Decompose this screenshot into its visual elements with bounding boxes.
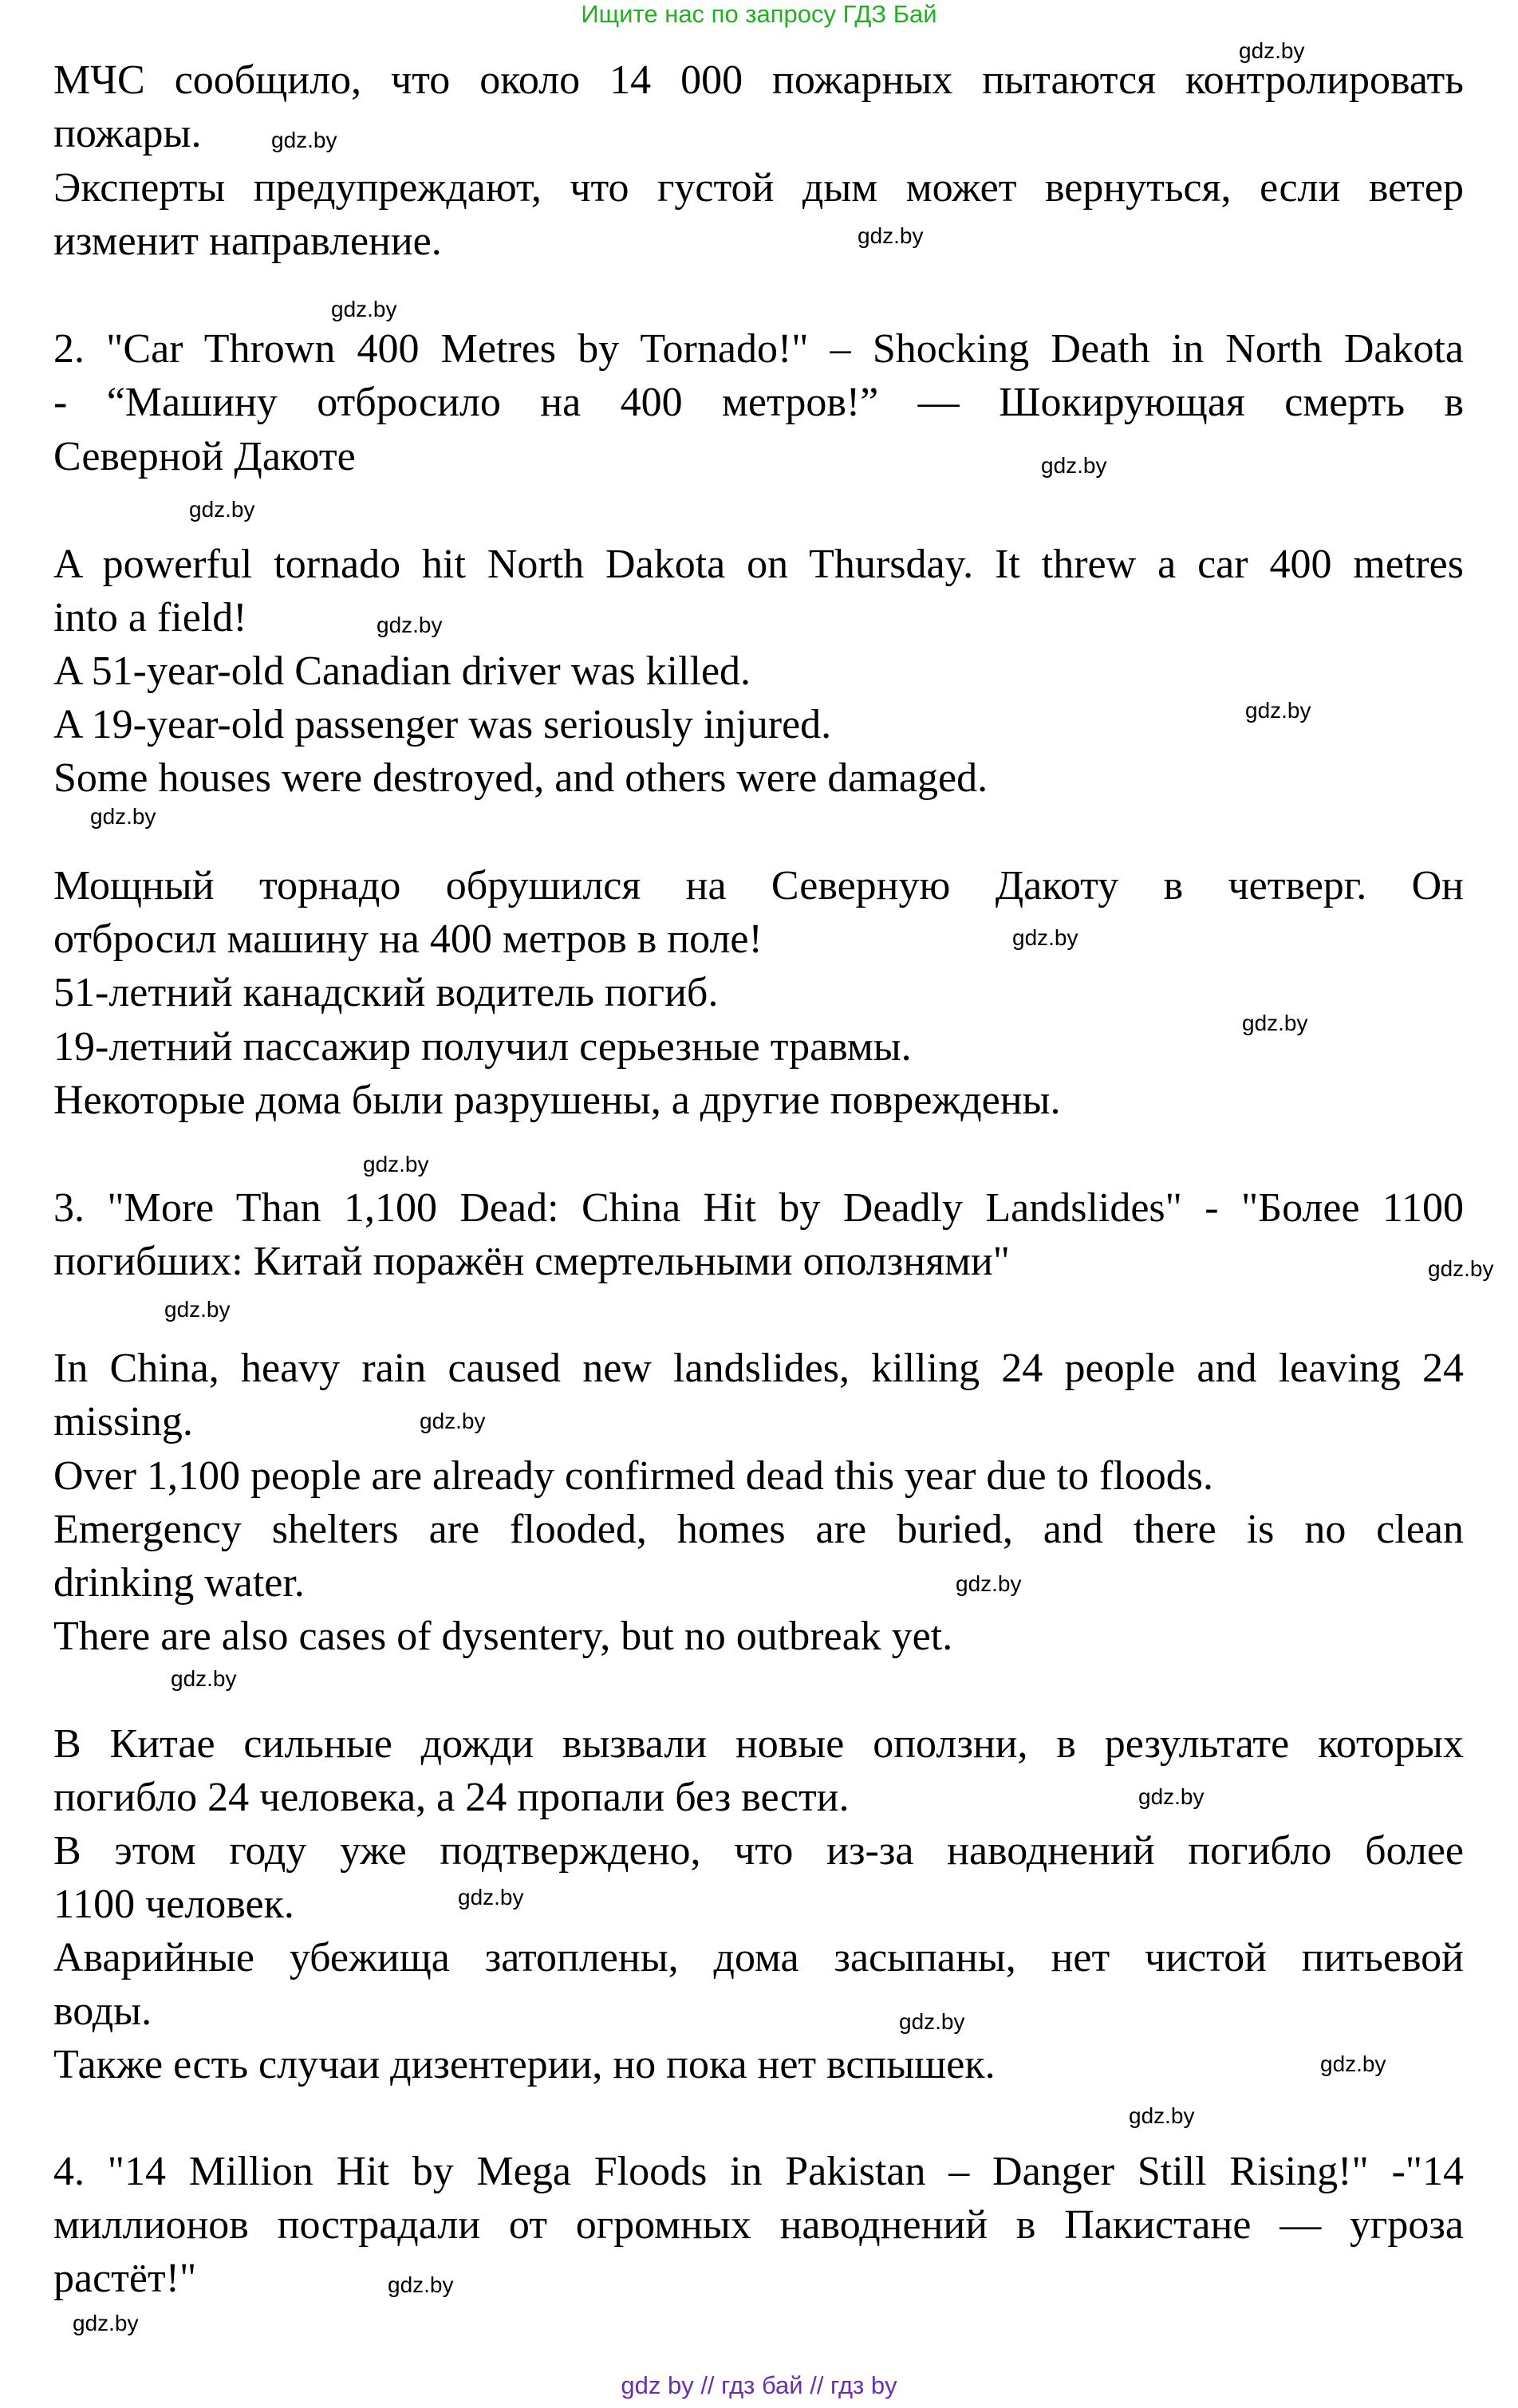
text-line: изменит направление. xyxy=(53,219,442,264)
section-heading: 3. "More Than 1,100 Dead: China Hit by Deadly Landslides" - "Более 1100 xyxy=(53,1185,1464,1231)
text-line: В этом году уже подтверждено, что из-за наводнений погибло более xyxy=(53,1828,1464,1874)
watermark: gdz.by xyxy=(189,497,255,522)
watermark: gdz.by xyxy=(956,1571,1022,1596)
watermark: gdz.by xyxy=(1129,2103,1195,2128)
watermark: gdz.by xyxy=(1320,2051,1386,2076)
watermark: gdz.by xyxy=(363,1152,429,1176)
text-line: Over 1,100 people are already confirmed dead this year due to floods. xyxy=(53,1453,1214,1499)
watermark: gdz.by xyxy=(171,1666,237,1691)
section-heading: Северной Дакоте xyxy=(53,434,356,479)
section-heading: 2. "Car Thrown 400 Metres by Tornado!" – Shocking Death in North Dakota xyxy=(53,326,1464,372)
text-line: отбросил машину на 400 метров в поле! xyxy=(53,916,763,962)
section-heading: растёт!" xyxy=(53,2256,197,2301)
text-line: Emergency shelters are flooded, homes are buried, and there is no clean xyxy=(53,1507,1464,1552)
watermark: gdz.by xyxy=(90,804,156,829)
watermark: gdz.by xyxy=(420,1409,486,1433)
text-line: 19-летний пассажир получил серьезные травмы. xyxy=(53,1024,912,1070)
text-line: Некоторые дома были разрушены, а другие повреждены. xyxy=(53,1078,1061,1123)
watermark: gdz.by xyxy=(1041,453,1107,478)
section-heading: миллионов пострадали от огромных наводнений в Пакистане — угроза xyxy=(53,2202,1464,2248)
text-line: 1100 человек. xyxy=(53,1882,294,1927)
text-line: воды. xyxy=(53,1988,152,2034)
watermark: gdz.by xyxy=(377,613,443,637)
watermark: gdz.by xyxy=(164,1297,231,1322)
watermark: gdz.by xyxy=(271,128,337,152)
text-line: A powerful tornado hit North Dakota on Thursday. It threw a car 400 metres xyxy=(53,542,1464,587)
text-line: drinking water. xyxy=(53,1560,305,1606)
watermark: gdz.by xyxy=(1242,1011,1308,1035)
text-line: Мощный торнадо обрушился на Северную Дакоту в четверг. Он xyxy=(53,863,1464,908)
text-line: missing. xyxy=(53,1399,193,1444)
watermark: gdz.by xyxy=(1239,38,1305,63)
section-heading: - “Машину отбросило на 400 метров!” — Шокирующая смерть в xyxy=(53,380,1464,425)
watermark: gdz.by xyxy=(1245,698,1311,723)
text-line: Эксперты предупреждают, что густой дым может вернуться, если ветер xyxy=(53,165,1464,211)
watermark: gdz.by xyxy=(1428,1256,1494,1281)
text-line: into a field! xyxy=(53,595,247,640)
watermark: gdz.by xyxy=(331,297,397,321)
text-line: A 51-year-old Canadian driver was killed. xyxy=(53,648,751,694)
text-line: A 19-year-old passenger was seriously injured. xyxy=(53,702,832,747)
text-line: В Китае сильные дожди вызвали новые оползни, в результате которых xyxy=(53,1721,1464,1767)
footer-links: gdz by // гдз бай // гдз by xyxy=(621,2371,897,2399)
text-line: Some houses were destroyed, and others were damaged. xyxy=(53,755,988,801)
text-line: пожары. xyxy=(53,111,202,156)
text-line: МЧС сообщило, что около 14 000 пожарных пытаются контролировать xyxy=(53,57,1464,103)
watermark: gdz.by xyxy=(388,2272,454,2297)
section-heading: 4. "14 Million Hit by Mega Floods in Pakistan – Danger Still Rising!" -"14 xyxy=(53,2149,1464,2194)
text-line: There are also cases of dysentery, but no outbreak yet. xyxy=(53,1614,953,1659)
text-line: погибло 24 человека, а 24 пропали без вести. xyxy=(53,1775,850,1820)
watermark: gdz.by xyxy=(1012,925,1078,950)
text-line: In China, heavy rain caused new landslides, killing 24 people and leaving 24 xyxy=(53,1346,1464,1391)
watermark: gdz.by xyxy=(899,2009,965,2034)
text-line: Также есть случаи дизентерии, но пока нет вспышек. xyxy=(53,2042,996,2087)
watermark: gdz.by xyxy=(73,2311,139,2335)
watermark: gdz.by xyxy=(858,223,924,248)
watermark: gdz.by xyxy=(458,1885,524,1909)
search-hint-banner: Ищите нас по запросу ГДЗ Бай xyxy=(581,0,937,28)
watermark: gdz.by xyxy=(1138,1784,1205,1809)
section-heading: погибших: Китай поражён смертельными оползнями" xyxy=(53,1239,1010,1284)
text-line: 51-летний канадский водитель погиб. xyxy=(53,970,719,1015)
text-line: Аварийные убежища затоплены, дома засыпаны, нет чистой питьевой xyxy=(53,1935,1464,1980)
